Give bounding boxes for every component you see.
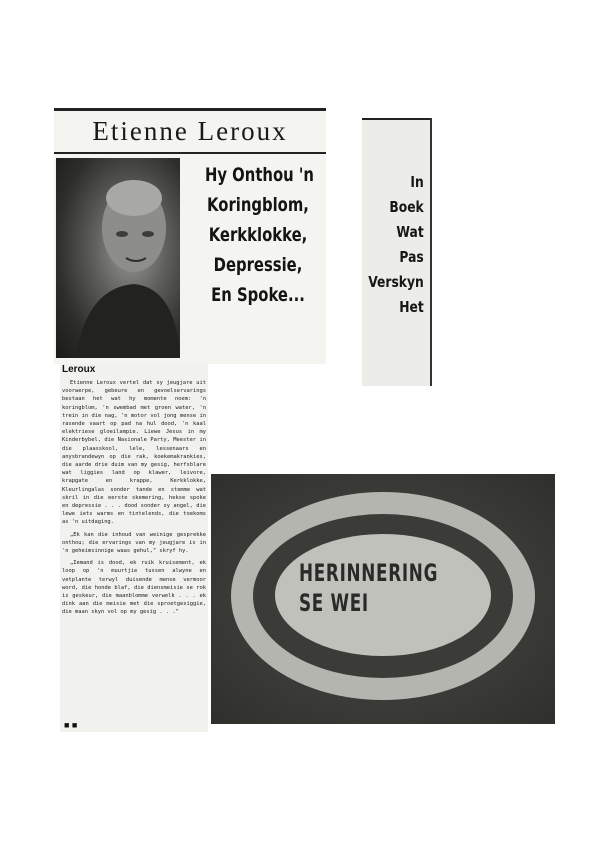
article-byline: Leroux xyxy=(62,364,96,375)
artwork-title-line: HERINNERING xyxy=(299,559,439,587)
headline-line: En Spoke... xyxy=(211,284,305,306)
article-body xyxy=(62,379,206,621)
side-right-rule xyxy=(430,118,432,386)
artwork-clipping xyxy=(211,474,555,724)
article-paragraph: „Iemand is dood, ek ruik kruisement, ek loop op 'n muurtjie tussen alwyne en vetplante terwyl duisende mense vermoor word, die honde blaf, die diensmeisie se rok is geskeur, die maanblomme verwelk . . . ek dink aan die meisie met die sproetgesiggie, die maan skyn vol op my gesig . . ." xyxy=(62,560,206,616)
end-mark: ■ ■ xyxy=(64,720,78,730)
article-paragraph: „Ek kan die inhoud van weinige gesprekke onthou; die ervarings van my jeugjare is in 'n geheimsinnige waas gehul," skryf hy. xyxy=(62,531,206,555)
side-line: Boek xyxy=(389,198,424,216)
top-rule xyxy=(54,108,326,111)
side-headline xyxy=(368,170,424,320)
portrait-photo-icon xyxy=(56,158,180,358)
side-line: In xyxy=(410,173,424,191)
author-rule xyxy=(54,152,326,154)
headline-line: Koringblom, xyxy=(207,194,309,216)
side-line: Verskyn xyxy=(368,273,424,291)
portrait-figure-icon xyxy=(56,158,180,358)
headline xyxy=(204,160,314,310)
artwork-title-line: SE WEI xyxy=(299,589,369,617)
side-line: Het xyxy=(399,298,424,316)
article-paragraph: Etienne Leroux vertel dat sy jeugjare uit voorwerpe, gebeure en gevoelservarings bestaan het wat hy momente noem: 'n koringblom, 'n swembad met groen water, 'n trein in die nag, 'n motor vol jong mense in rasende vaart op pad na hul dood, 'n kaal elektriese gloeilampie. Liewe Jesus in my Kinderbybel, die Nasionale Party, Meester in die plaasskool, lele, lessenaars en anysbrandewyn op die rak, koekemakrankies, die aarde drie duim van my gesig, herfsblare wat liggies land op klawer, leivore, krapgate en krappe, Kerkklokke, Kleurlingalas sonder tande en stemme wat skril in die eerste skemering, hekse spoke en depressie . . . dood sonder sy angel, die lewe iets warms en tintelends, die toekoms as 'n uitdaging. xyxy=(62,380,206,526)
side-clipping xyxy=(362,118,432,386)
header-clipping xyxy=(54,108,326,364)
article-column xyxy=(60,364,208,732)
author-name: Etienne Leroux xyxy=(92,116,288,146)
headline-line: Hy Onthou 'n xyxy=(204,164,314,186)
side-line: Pas xyxy=(399,248,424,266)
artwork-title xyxy=(299,558,439,618)
headline-line: Depressie, xyxy=(213,254,303,276)
headline-line: Kerkklokke, xyxy=(208,224,308,246)
side-top-rule xyxy=(362,118,432,120)
side-line: Wat xyxy=(396,223,424,241)
